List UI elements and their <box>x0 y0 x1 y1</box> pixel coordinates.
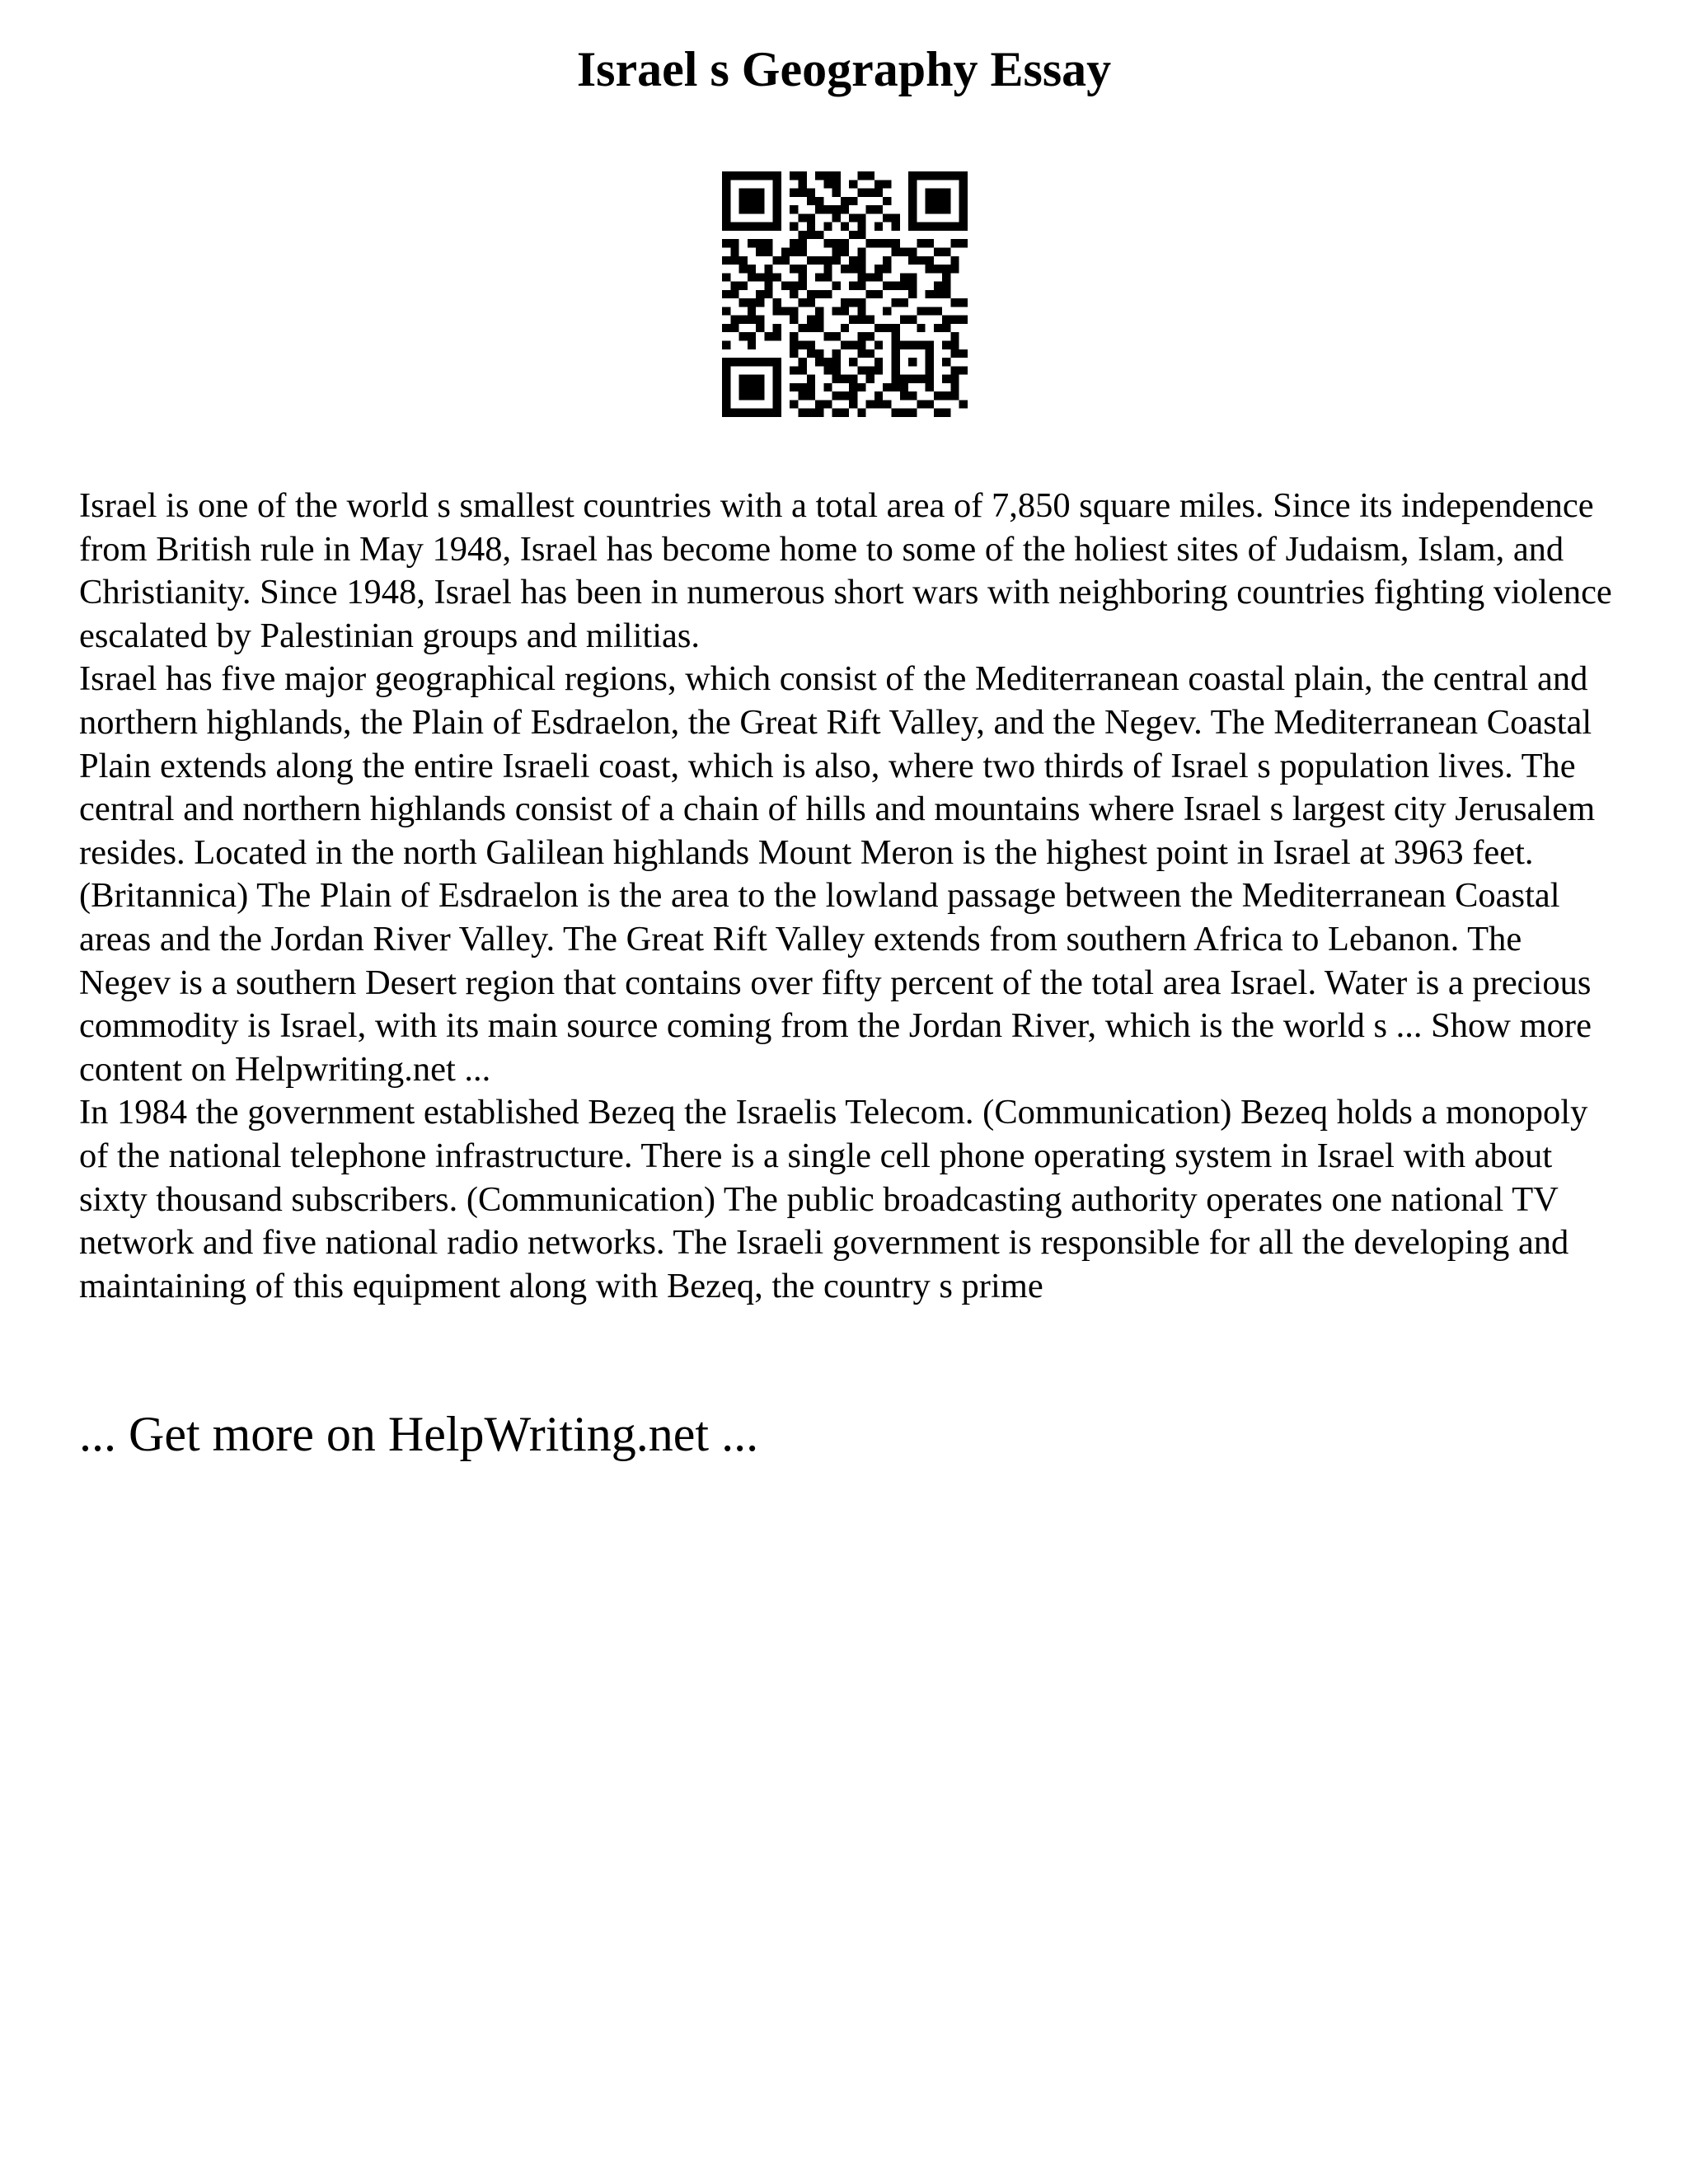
essay-paragraph: Israel is one of the world s smallest countries with a total area of 7,850 square miles. Since its independence from British rule in May 1948, Israel has become home to some of the holiest sites of Judaism, Islam, and Christianity. Since 1948, Israel has been in numerous short wars with neighboring countries fighting violence escalated by Palestinian groups and militias. <box>79 486 1612 655</box>
essay-body <box>79 485 1620 1308</box>
get-more-link[interactable]: ... Get more on HelpWriting.net ... <box>79 1407 759 1461</box>
page-title: Israel s Geography Essay <box>576 42 1112 96</box>
essay-paragraph: In 1984 the government established Bezeq the Israelis Telecom. (Communication) Bezeq holds a monopoly of the national telephone infrastructure. There is a single cell phone operating system in Israel with about sixty thousand subscribers. (Communication) The public broadcasting authority operates one national TV network and five national radio networks. The Israeli government is responsible for all the developing and maintaining of this equipment along with Bezeq, the country s prime <box>79 1093 1588 1305</box>
qr-code-icon <box>722 171 968 417</box>
essay-paragraph: Israel has five major geographical regions, which consist of the Mediterranean coastal plain, the central and northern highlands, the Plain of Esdraelon, the Great Rift Valley, and the Negev. The Mediterranean Coastal Plain extends along the entire Israeli coast, which is also, where two thirds of Israel s population lives. The central and northern highlands consist of a chain of hills and mountains where Israel s largest city Jerusalem resides. Located in the north Galilean highlands Mount Meron is the highest point in Israel at 3963 feet. (Britannica) The Plain of Esdraelon is the area to the lowland passage between the Mediterranean Coastal areas and the Jordan River Valley. The Great Rift Valley extends from southern Africa to Lebanon. The Negev is a southern Desert region that contains over fifty percent of the total area Israel. Water is a precious commodity is Israel, with its main source coming from the Jordan River, which is the world s ... Show more content on Helpwriting.net ... <box>79 659 1596 1089</box>
